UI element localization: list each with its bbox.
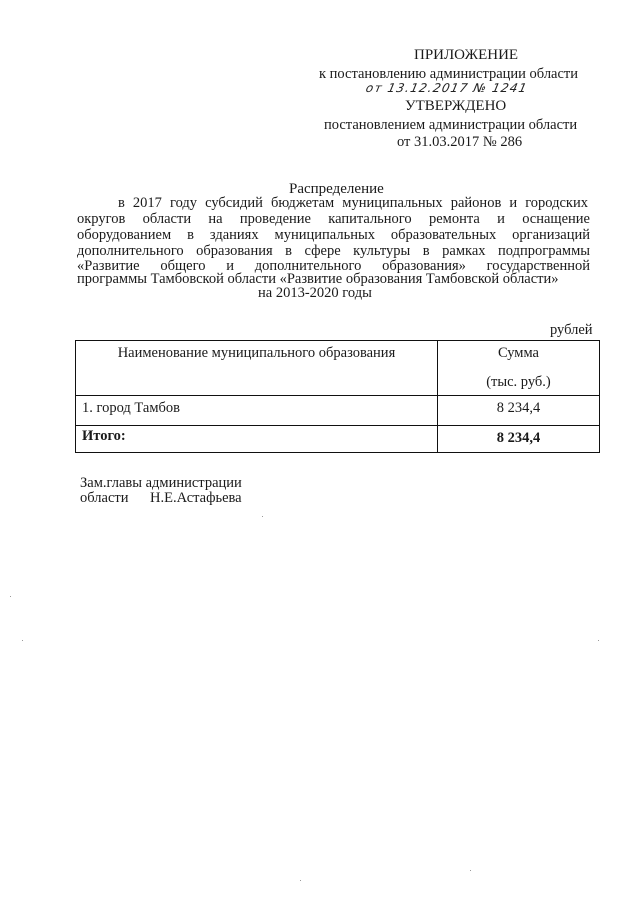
total-amount-cell xyxy=(437,426,599,453)
body-line-1: в 2017 году субсидий бюджетам муниципальных районов и городских xyxy=(118,195,588,211)
total-amount: 8 234,4 xyxy=(496,430,541,446)
unit-label: рублей xyxy=(550,322,593,338)
signature-position: Зам.главы администрации xyxy=(80,475,242,491)
document-title: Распределение xyxy=(289,181,384,197)
header-amount-cell xyxy=(437,341,599,396)
header-amount-unit: (тыс. руб.) xyxy=(486,374,551,390)
approved-by: постановлением администрации области xyxy=(324,117,578,133)
scan-speck xyxy=(262,516,263,517)
body-line-2: округов области на проведение капитального ремонта и оснащение xyxy=(77,211,590,227)
header-name-label: Наименование муниципального образования xyxy=(117,345,396,361)
signature-region: области xyxy=(80,490,129,506)
period-line: на 2013-2020 годы xyxy=(258,285,372,301)
body-line-6: программы Тамбовской области «Развитие образования Тамбовской области» xyxy=(77,271,559,287)
row-name: 1. город Тамбов xyxy=(82,400,181,416)
scan-speck xyxy=(300,880,301,881)
distribution-table xyxy=(75,340,600,453)
table-total-row xyxy=(76,426,600,453)
scan-speck xyxy=(22,640,23,641)
scan-speck xyxy=(10,596,11,597)
row-name-cell xyxy=(76,396,438,426)
row-amount-cell xyxy=(437,396,599,426)
header-name-cell xyxy=(76,341,438,396)
approved-date-number: от 31.03.2017 № 286 xyxy=(397,134,523,150)
body-line-3: оборудованием в зданиях муниципальных образовательных организаций xyxy=(77,227,590,243)
scan-speck xyxy=(470,870,471,871)
scan-speck xyxy=(598,640,599,641)
body-line-5: «Развитие общего и дополнительного образования» государственной xyxy=(77,258,590,274)
header-amount-label: Сумма xyxy=(497,345,539,361)
body-line-4: дополнительного образования в сфере культуры в рамках подпрограммы xyxy=(77,243,590,259)
signature-name: Н.Е.Астафьева xyxy=(150,490,242,506)
row-amount: 8 234,4 xyxy=(496,400,541,416)
table-header-row xyxy=(76,341,600,396)
total-label: Итого: xyxy=(82,428,126,444)
handwritten-date-number: от 13.12.2017 № 1241 xyxy=(364,81,530,95)
annex-reference: к постановлению администрации области xyxy=(319,66,579,82)
approved-title: УТВЕРЖДЕНО xyxy=(405,98,507,114)
annex-title: ПРИЛОЖЕНИЕ xyxy=(414,47,519,63)
table-row xyxy=(76,396,600,426)
total-label-cell xyxy=(76,426,438,453)
